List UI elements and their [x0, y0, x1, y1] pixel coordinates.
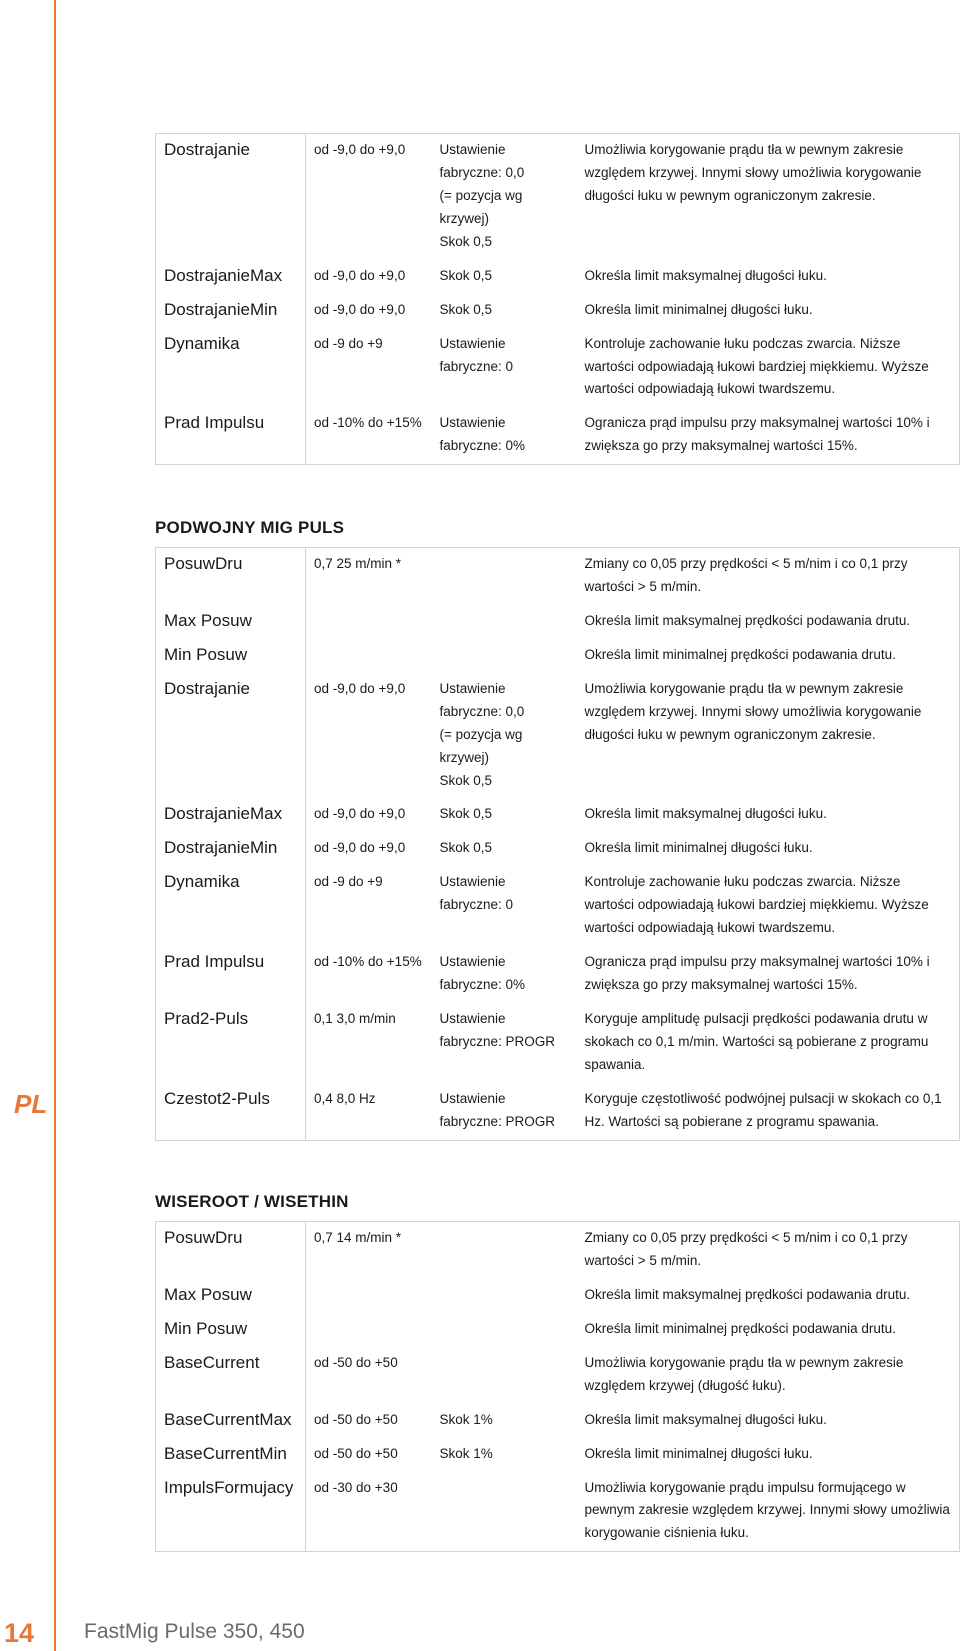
- parameter-name: Dynamika: [156, 866, 306, 946]
- parameter-setting: Ustawienie fabryczne: 0,0 (= pozycja wg krzywej) Skok 0,5: [439, 680, 525, 788]
- table-row: [156, 407, 960, 464]
- parameter-description: Określa limit minimalnej długości łuku.: [577, 1438, 960, 1472]
- table-row: [156, 1404, 960, 1438]
- table-row: [156, 798, 960, 832]
- parameter-setting: [432, 1347, 577, 1404]
- parameter-setting: Ustawienie fabryczne: 0%: [432, 407, 577, 464]
- parameter-description: Ogranicza prąd impulsu przy maksymalnej wartości 10% i zwiększa go przy maksymalnej wartości 15%.: [577, 946, 960, 1003]
- table-row: [156, 294, 960, 328]
- section-heading-wiseroot-wisethin: WISEROOT / WISETHIN: [155, 1192, 349, 1211]
- parameter-description: Określa limit minimalnej długości łuku.: [577, 832, 960, 866]
- table-row: [156, 1003, 960, 1083]
- parameter-range: 0,7 14 m/min *: [306, 1222, 432, 1279]
- parameter-table-1: [155, 133, 960, 465]
- table-row: [156, 1347, 960, 1404]
- parameter-name: Prad Impulsu: [156, 946, 306, 1003]
- parameter-name: BaseCurrent: [156, 1347, 306, 1404]
- table-row: [156, 134, 960, 260]
- parameter-name: DostrajanieMin: [156, 832, 306, 866]
- parameter-setting: [432, 605, 577, 639]
- parameter-table-2: [155, 547, 960, 1141]
- table-row: [156, 1472, 960, 1552]
- parameter-description: Określa limit minimalnej długości łuku.: [577, 294, 960, 328]
- parameter-name: BaseCurrentMax: [156, 1404, 306, 1438]
- parameter-name: PosuwDru: [156, 548, 306, 605]
- parameter-description: Określa limit maksymalnej długości łuku.: [577, 1404, 960, 1438]
- parameter-description: Koryguje amplitudę pulsacji prędkości podawania drutu w skokach co 0,1 m/min. Wartości są pobierane z programu spawania.: [577, 1003, 960, 1083]
- parameter-description: Zmiany co 0,05 przy prędkości < 5 m/nim i co 0,1 przy wartości > 5 m/min.: [577, 1222, 960, 1279]
- parameter-setting: [432, 1279, 577, 1313]
- parameter-description: Określa limit minimalnej prędkości podawania drutu.: [577, 639, 960, 673]
- parameter-description: Kontroluje zachowanie łuku podczas zwarcia. Niższe wartości odpowiadają łukowi bardziej miękkiemu. Wyższe wartości odpowiadają łukowi twardszemu.: [577, 866, 960, 946]
- parameter-range: od -50 do +50: [314, 1445, 398, 1461]
- table-row: [156, 673, 960, 799]
- parameter-table-3: [155, 1221, 960, 1552]
- parameter-range: 0,7 25 m/min *: [306, 548, 432, 605]
- parameter-name: Dostrajanie: [156, 673, 306, 799]
- parameter-range: od -9,0 do +9,0: [314, 680, 406, 696]
- parameter-name: ImpulsFormujacy: [156, 1472, 306, 1552]
- parameter-setting: Ustawienie fabryczne: 0: [439, 335, 514, 374]
- parameter-setting: Skok 0,5: [439, 806, 493, 822]
- parameter-setting: Skok 1%: [439, 1411, 493, 1427]
- parameter-range: od -9 do +9: [314, 335, 383, 351]
- parameter-range: 0,4 8,0 Hz: [306, 1083, 432, 1140]
- parameter-setting: Skok 0,5: [439, 267, 493, 283]
- section-heading-podwojny-mig-puls: PODWOJNY MIG PULS: [155, 518, 345, 537]
- table-row: [156, 1083, 960, 1140]
- parameter-description: Umożliwia korygowanie prądu tła w pewnym zakresie względem krzywej. Innymi słowy umożliwia korygowanie długości łuku w pewnym ograniczonym zakresie.: [577, 673, 960, 799]
- parameter-name: Czestot2-Puls: [156, 1083, 306, 1140]
- parameter-name: Max Posuw: [156, 605, 306, 639]
- parameter-range: od -50 do +50: [314, 1354, 398, 1370]
- parameter-description: Określa limit minimalnej prędkości podawania drutu.: [577, 1313, 960, 1347]
- parameter-range: [306, 605, 432, 639]
- table-row: [156, 1313, 960, 1347]
- parameter-description: Kontroluje zachowanie łuku podczas zwarcia. Niższe wartości odpowiadają łukowi bardziej miękkiemu. Wyższe wartości odpowiadają łukowi twardszemu.: [577, 328, 960, 408]
- table-row: [156, 260, 960, 294]
- parameter-name: DostrajanieMax: [156, 798, 306, 832]
- parameter-setting: Ustawienie fabryczne: PROGR: [432, 1083, 577, 1140]
- parameter-range: od -30 do +30: [306, 1472, 432, 1552]
- parameter-name: Max Posuw: [156, 1279, 306, 1313]
- parameter-description: Koryguje częstotliwość podwójnej pulsacji w skokach co 0,1 Hz. Wartości są pobierane z programu spawania.: [577, 1083, 960, 1140]
- table-row: [156, 1279, 960, 1313]
- parameter-description: Określa limit maksymalnej długości łuku.: [577, 798, 960, 832]
- page-number: 14: [4, 1618, 35, 1648]
- parameter-range: od -10% do +15%: [306, 407, 432, 464]
- parameter-range: od -10% do +15%: [314, 954, 422, 970]
- parameter-name: Prad2-Puls: [156, 1003, 306, 1083]
- parameter-setting: Skok 0,5: [439, 840, 493, 856]
- table-row: [156, 328, 960, 408]
- table-row: [156, 946, 960, 1003]
- parameter-name: BaseCurrentMin: [156, 1438, 306, 1472]
- parameter-range: od -9,0 do +9,0: [314, 840, 406, 856]
- parameter-range: od -9,0 do +9,0: [314, 301, 406, 317]
- language-label: PL: [14, 1089, 48, 1119]
- table-row: [156, 832, 960, 866]
- table-row: [156, 866, 960, 946]
- table-row: [156, 1438, 960, 1472]
- parameter-name: Min Posuw: [156, 639, 306, 673]
- parameter-description: Zmiany co 0,05 przy prędkości < 5 m/nim i co 0,1 przy wartości > 5 m/min.: [577, 548, 960, 605]
- parameter-range: 0,1 3,0 m/min: [314, 1011, 396, 1026]
- table-row: [156, 639, 960, 673]
- parameter-setting: Ustawienie fabryczne: 0,0 (= pozycja wg krzywej) Skok 0,5: [432, 134, 577, 260]
- parameter-description: Umożliwia korygowanie prądu tła w pewnym zakresie względem krzywej (długość łuku).: [577, 1347, 960, 1404]
- parameter-range: [306, 1313, 432, 1347]
- parameter-setting: [432, 1472, 577, 1552]
- parameter-setting: [432, 1313, 577, 1347]
- parameter-range: od -9 do +9: [314, 874, 383, 890]
- parameter-setting: Skok 1%: [439, 1445, 493, 1461]
- parameter-range: od -9,0 do +9,0: [306, 134, 432, 260]
- parameter-setting: Ustawienie fabryczne: 0: [439, 874, 514, 913]
- parameter-range: [306, 639, 432, 673]
- parameter-range: [306, 1279, 432, 1313]
- parameter-description: Umożliwia korygowanie prądu tła w pewnym zakresie względem krzywej. Innymi słowy umożliwia korygowanie długości łuku w pewnym ograniczonym zakresie.: [577, 134, 960, 260]
- table-row: [156, 605, 960, 639]
- parameter-description: Określa limit maksymalnej prędkości podawania drutu.: [577, 1279, 960, 1313]
- parameter-description: Ogranicza prąd impulsu przy maksymalnej wartości 10% i zwiększa go przy maksymalnej wartości 15%.: [577, 407, 960, 464]
- parameter-range: od -50 do +50: [314, 1411, 398, 1427]
- parameter-name: DostrajanieMax: [156, 260, 306, 294]
- parameter-name: Prad Impulsu: [156, 407, 306, 464]
- parameter-description: Określa limit maksymalnej długości łuku.: [577, 260, 960, 294]
- parameter-description: Umożliwia korygowanie prądu impulsu formującego w pewnym zakresie względem krzywej. Innymi słowy umożliwia korygowanie ciśnienia łuku.: [577, 1472, 960, 1552]
- parameter-name: Dostrajanie: [156, 134, 306, 260]
- parameter-setting: [432, 1222, 577, 1279]
- parameter-setting: Ustawienie fabryczne: PROGR: [439, 1011, 556, 1049]
- parameter-setting: [432, 639, 577, 673]
- parameter-name: DostrajanieMin: [156, 294, 306, 328]
- parameter-range: od -9,0 do +9,0: [314, 806, 406, 822]
- parameter-name: Dynamika: [156, 328, 306, 408]
- parameter-name: PosuwDru: [156, 1222, 306, 1279]
- table-row: [156, 548, 960, 605]
- accent-vertical-line: [54, 0, 56, 1651]
- parameter-description: Określa limit maksymalnej prędkości podawania drutu.: [577, 605, 960, 639]
- footer-title: FastMig Pulse 350, 450: [84, 1620, 305, 1643]
- parameter-setting: Skok 0,5: [439, 301, 493, 317]
- parameter-name: Min Posuw: [156, 1313, 306, 1347]
- parameter-setting: Ustawienie fabryczne: 0%: [439, 954, 526, 993]
- table-row: [156, 1222, 960, 1279]
- parameter-range: od -9,0 do +9,0: [314, 267, 406, 283]
- parameter-setting: [432, 548, 577, 605]
